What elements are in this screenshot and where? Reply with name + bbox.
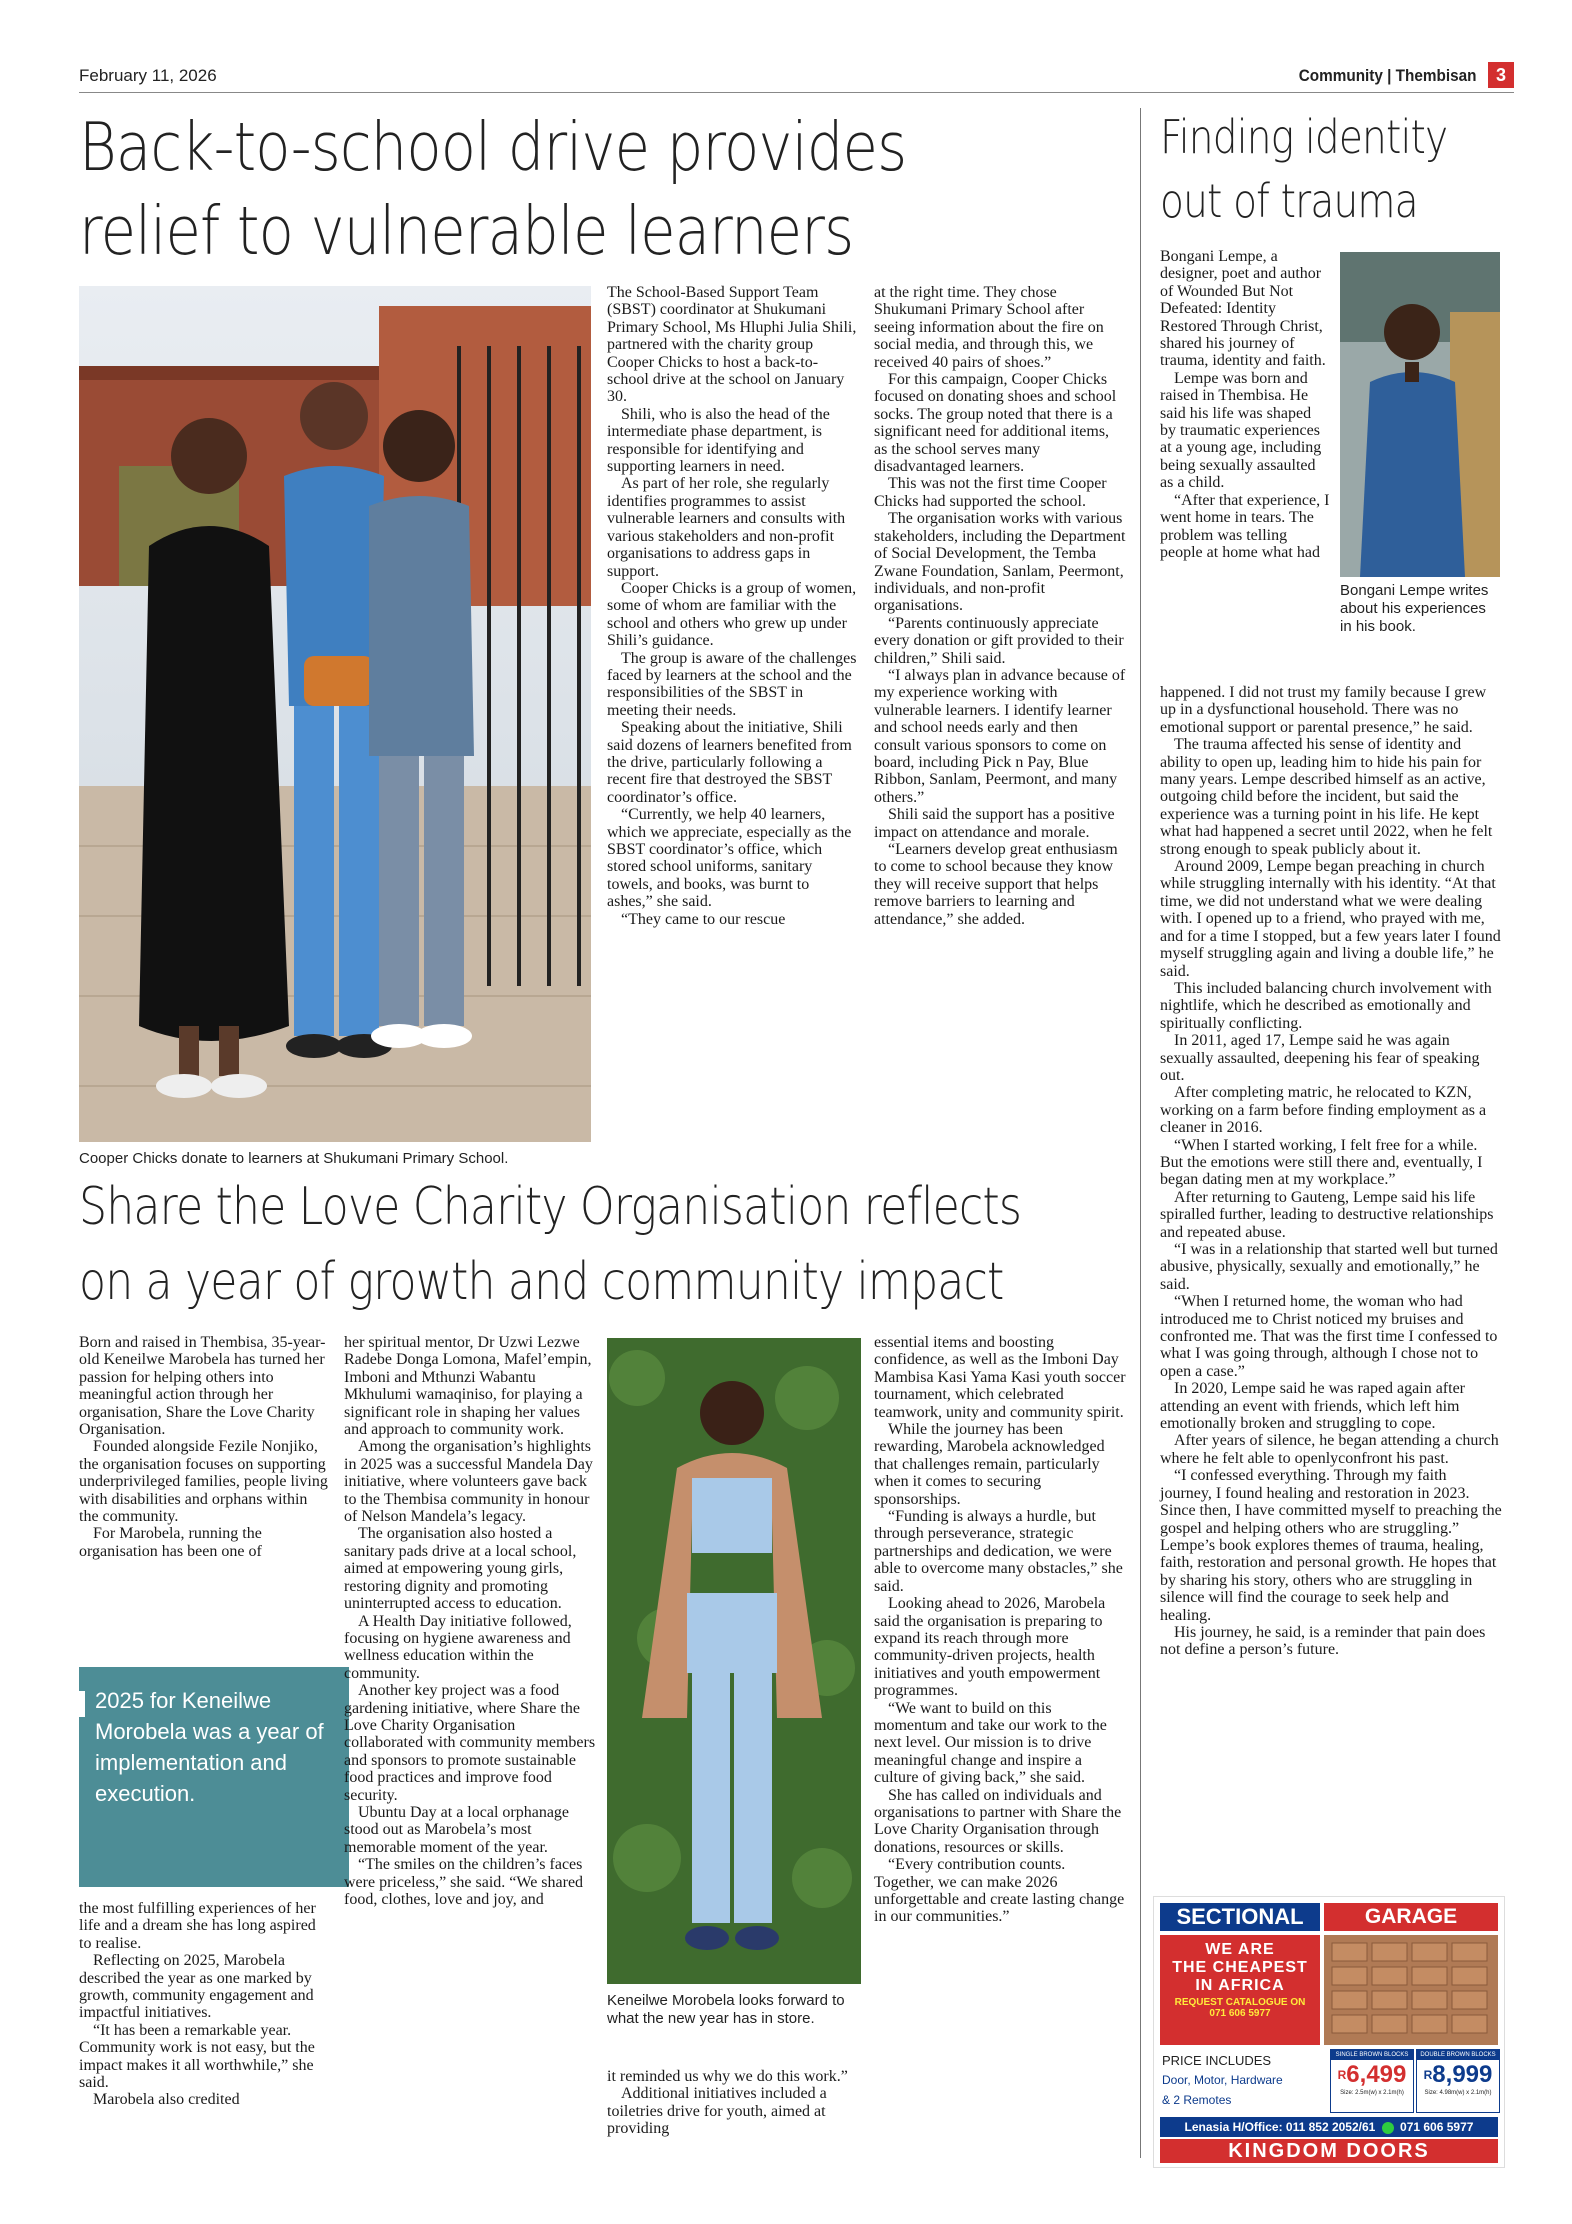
ad-office: Lenasia H/Office: 011 852 2052/61	[1184, 2120, 1376, 2134]
paragraph: In 2020, Lempe said he was raped again after attending an event with friends, which left him emotionally broken and struggling to cope.	[1160, 1380, 1465, 1433]
ad-cheapest: THE CHEAPEST	[1172, 1959, 1308, 1976]
paragraph: “Currently, we help 40 learners, which we appreciate, especially as the SBST coordinator’s office, which stored school uniforms, sanitary towels, and books, was burnt to ashes,” she said.	[607, 806, 852, 911]
ad-double-size: Size: 4.98m(w) x 2.1m(h)	[1424, 2090, 1492, 2096]
ad-includes-line2: & 2 Remotes	[1162, 2093, 1232, 2107]
paragraph: The trauma affected his sense of identity and ability to open up, leading him to hide his pain for many years. Lempe described himself as an active, outgoing child before the incident, but said the experience was a turning point in his life. He kept what had happened a secret until 2022, when he felt strong enough to speak publicly about it.	[1160, 736, 1493, 858]
page-number: 3	[1488, 62, 1514, 88]
story2-headline-line1: Share the Love Charity Organisation reflects	[79, 1177, 1022, 1237]
pull-quote-text: 2025 for Keneilwe Morobela was a year of implementation and execution.	[95, 1688, 324, 1806]
story3-wide-column	[1160, 684, 1502, 1659]
paragraph: Among the organisation’s highlights in 2025 was a successful Mandela Day initiative, where volunteers gave back to the Thembisa community in honour of Nelson Mandela’s legacy.	[344, 1438, 593, 1526]
ad-double-label: DOUBLE BROWN BLOCKS	[1417, 2050, 1499, 2060]
paragraph: essential items and boosting confidence, as well as the Imboni Day Mambisa Kasi Yama Kasi youth soccer tournament, which celebrated teamwork, unity and community spirit.	[874, 1334, 1126, 1421]
garage-door-icon	[1324, 1935, 1498, 2045]
story2-column-3-bottom	[607, 2068, 859, 2138]
paragraph: This included balancing church involvement with nightlife, which he described as emotionally and spiritually conflicting.	[1160, 979, 1492, 1032]
ad-double-price: 8,999	[1432, 2061, 1493, 2088]
story2-photo	[607, 1338, 861, 1984]
story3-photo-caption: Bongani Lempe writes about his experiences in his book.	[1340, 582, 1489, 635]
story1-photo-caption: Cooper Chicks donate to learners at Shukumani Primary School.	[79, 1150, 509, 1167]
paragraph: Shili said the support has a positive impact on attendance and morale.	[874, 806, 1115, 841]
paragraph: Founded alongside Fezile Nonjiko, the organisation focuses on supporting underprivileged families, people living with disabilities and orphans within the community.	[79, 1438, 328, 1526]
column-divider	[1140, 108, 1141, 2158]
story1-photo	[79, 286, 591, 1142]
paragraph: After completing matric, he relocated to KZN, working on a farm before finding employment as a cleaner in 2016.	[1160, 1084, 1487, 1137]
ad-includes-line1: Door, Motor, Hardware	[1162, 2073, 1283, 2087]
paragraph: Ubuntu Day at a local orphanage stood out as Marobela’s most memorable moment of the year.	[344, 1803, 570, 1856]
paragraph: “Every contribution counts. Together, we can make 2026 unforgettable and create lasting change in our communities.”	[874, 1856, 1125, 1926]
ad-double-price-box	[1416, 2049, 1500, 2113]
paragraph: Another key project was a food gardening initiative, where Share the Love Charity Organisation collaborated with community members and sponsors to promote sustainable food practices and improve food security.	[344, 1682, 596, 1804]
paragraph: “Funding is always a hurdle, but through perseverance, strategic partnerships and dedication, we were able to overcome many obstacles,” she said.	[874, 1508, 1123, 1595]
paragraph: His journey, he said, is a reminder that pain does not define a person’s future.	[1160, 1623, 1486, 1659]
paragraph: After years of silence, he began attending a church where he felt able to openlyconfront his past.	[1160, 1432, 1499, 1467]
author-portrait-illustration	[1340, 252, 1500, 577]
ad-cheapest-block	[1160, 1935, 1320, 2045]
paragraph: Looking ahead to 2026, Marobela said the organisation is preparing to expand its reach through more community-driven projects, health initiatives and youth empowerment programmes.	[874, 1595, 1106, 1700]
ad-sectional-label: SECTIONAL	[1160, 1903, 1320, 1931]
paragraph: After returning to Gauteng, Lempe said his life spiralled further, leading to destructive relationships and repeated abuse.	[1160, 1188, 1494, 1241]
paragraph: The School-Based Support Team (SBST) coordinator at Shukumani Primary School, Ms Hluphi Julia Shili, partnered with the charity group Cooper Chicks to host a back-to-school drive at the school on January 30.	[607, 284, 857, 406]
ad-double-price-row	[1417, 2060, 1499, 2090]
paragraph: For this campaign, Cooper Chicks focused on donating shoes and school socks. The group noted that there is a significant need for additional items, as the school serves many disadvantaged learners.	[874, 371, 1117, 476]
paragraph: “I was in a relationship that started well but turned abusive, physically, sexually and emotionally,” he said.	[1160, 1241, 1498, 1293]
ad-brand: KINGDOM DOORS	[1160, 2139, 1498, 2163]
paragraph: While the journey has been rewarding, Marobela acknowledged that challenges remain, particularly when it comes to securing sponsorships.	[874, 1421, 1105, 1508]
paragraph: Born and raised in Thembisa, 35-year-old Keneilwe Marobela has turned her passion for helping others into meaningful action through her organisation, Share the Love Charity Organisation.	[79, 1334, 326, 1439]
story2-headline-line2: on a year of growth and community impact	[79, 1252, 1004, 1312]
paragraph: “The smiles on the children’s faces were priceless,” she said. “We shared food, clothes, love and joy, and	[344, 1856, 584, 1908]
story3-photo	[1340, 252, 1500, 577]
story2-photo-caption: Keneilwe Morobela looks forward to what the new year has in store.	[607, 1992, 845, 2027]
paragraph: Lempe was born and raised in Thembisa. He said his life was shaped by traumatic experiences at a young age, including being sexually assaulted as a child.	[1160, 369, 1322, 492]
story2-column-1-bottom	[79, 1900, 329, 2109]
paragraph: Shili, who is also the head of the intermediate phase department, is responsible for identifying and supporting learners in need.	[607, 405, 830, 476]
portrait-illustration	[607, 1338, 861, 1984]
paragraph: In 2011, aged 17, Lempe said he was again sexually assaulted, deepening his fear of speaking out.	[1160, 1032, 1480, 1084]
story2-headline	[79, 1170, 1150, 1320]
story3-narrow-column	[1160, 248, 1330, 561]
ad-garage-doors-label: GARAGE	[1324, 1903, 1498, 1931]
door-panels-graphic	[1324, 1935, 1498, 2045]
paragraph: The organisation works with various stakeholders, including the Department of Social Development, the Temba Zwane Foundation, Sanlam, Peermont, individuals, and non-profit organisations.	[874, 510, 1126, 615]
paragraph: it reminded us why we do this work.”	[607, 2068, 848, 2085]
story2-column-2	[344, 1334, 596, 1908]
paragraph: happened. I did not trust my family because I grew up in a dysfunctional household. There was no emotional support or parental presence,” he said.	[1160, 684, 1487, 736]
paragraph: “After that experience, I went home in tears. The problem was telling people at home what had	[1160, 491, 1330, 561]
paragraph: Additional initiatives included a toiletries drive for youth, aimed at providing	[607, 2085, 827, 2138]
paragraph: “I confessed everything. Through my faith journey, I found healing and restoration in 2023. Since then, I have committed myself to preaching the gospel and helping others who are struggling.” Lempe’s book explores themes of trauma, healing, faith, restoration and personal growth. He hopes that by sharing his story, others who are struggling in silence will find the courage to seek help and healing.	[1160, 1467, 1502, 1624]
paragraph: “When I returned home, the woman who had introduced me to Christ noticed my bruises and confronted me. That was the first time I confessed to what I was going through, although I chose not to open a case.”	[1160, 1293, 1498, 1380]
story3-headline	[1160, 105, 1500, 233]
story2-column-4	[874, 1334, 1126, 1926]
paragraph: This was not the first time Cooper Chicks had supported the school.	[874, 475, 1107, 510]
paragraph: Around 2009, Lempe began preaching in church while struggling internally with his identity. “At that time, we did not understand what we were dealing with. I opened up to a friend, who prayed with me, and for a time I stopped, but a few years later I found myself struggling again and living a double life,” he said.	[1160, 858, 1501, 980]
paragraph: She has called on individuals and organisations to partner with Share the Love Charity Organisation through donations, resources or skills.	[874, 1786, 1122, 1856]
paragraph: “Parents continuously appreciate every donation or gift provided to their children,” Shili said.	[874, 614, 1124, 667]
paragraph: Marobela also credited	[93, 2091, 240, 2109]
ad-single-price-box	[1330, 2049, 1414, 2113]
ad-whatsapp: 071 606 5977	[1400, 2120, 1474, 2134]
paragraph: “We want to build on this momentum and take our work to the next level. Our mission is to drive meaningful change and inspire a culture of giving back,” she said.	[874, 1699, 1107, 1787]
story1-headline	[79, 105, 982, 273]
ad-currency: R	[1423, 2068, 1433, 2082]
ad-catalogue-phone: 071 606 5977	[1209, 2008, 1271, 2019]
paragraph: A Health Day initiative followed, focusing on hygiene awareness and wellness education within the community.	[344, 1612, 572, 1682]
garage-doors-advert[interactable]	[1153, 1896, 1505, 2168]
paragraph: Bongani Lempe, a designer, poet and author of Wounded But Not Defeated: Identity Restored Through Christ, shared his journey of trauma, identity and faith.	[1160, 248, 1326, 370]
paragraph: Speaking about the initiative, Shili said dozens of learners benefited from the drive, particularly following a recent fire that destroyed the SBST coordinator’s office.	[607, 719, 852, 806]
paragraph: As part of her role, she regularly identifies programmes to assist vulnerable learners and consults with various stakeholders and non-profit organisations to address gaps in support.	[607, 475, 846, 580]
story3-headline-line1: Finding identity	[1160, 110, 1448, 164]
whatsapp-icon	[1382, 2122, 1394, 2134]
paragraph: For Marobela, running the organisation has been one of	[79, 1525, 262, 1560]
ad-we-are: WE ARE	[1205, 1941, 1275, 1958]
story1-headline-line2: relief to vulnerable learners	[79, 192, 854, 270]
paragraph: at the right time. They chose Shukumani Primary School after seeing information about the fire on social media, and through this, we received 40 pairs of shoes.”	[874, 284, 1104, 371]
header-rule	[79, 92, 1514, 93]
ad-single-price: 6,499	[1346, 2061, 1407, 2088]
paragraph: The organisation also hosted a sanitary pads drive at a local school, aimed at empowering young girls, restoring dignity and promoting uninterrupted access to education.	[344, 1525, 577, 1613]
paragraph: “It has been a remarkable year. Community work is not easy, but the impact makes it all worthwhile,” she said.	[79, 2021, 315, 2092]
ad-catalogue: REQUEST CATALOGUE ON	[1174, 1997, 1306, 2008]
ad-in-africa: IN AFRICA	[1195, 1977, 1285, 1994]
pull-quote	[79, 1667, 349, 1887]
ad-currency: R	[1337, 2068, 1347, 2082]
paragraph: Reflecting on 2025, Marobela described the year as one marked by growth, community engagement and impactful initiatives.	[79, 1952, 314, 2022]
group-photo-illustration	[79, 286, 591, 1142]
paragraph: Cooper Chicks is a group of women, some of whom are familiar with the school and others who grew up under Shili’s guidance.	[607, 579, 857, 650]
story1-column-1	[607, 284, 857, 928]
ad-single-label: SINGLE BROWN BLOCKS	[1331, 2050, 1413, 2060]
paragraph: her spiritual mentor, Dr Uzwi Lezwe Radebe Donga Lomona, Mafel’empin, Imboni and Mthunzi Wabantu Mkhulumi wamaqiniso, for playing a significant role in shaping her values and approach to community work.	[344, 1334, 592, 1439]
ad-contact-bar	[1160, 2117, 1498, 2137]
paragraph: the most fulfilling experiences of her life and a dream she has long aspired to realise.	[79, 1900, 316, 1952]
story1-headline-line1: Back-to-school drive provides	[79, 108, 907, 186]
ad-price-includes: PRICE INCLUDES	[1162, 2053, 1272, 2068]
ad-single-size: Size: 2.5m(w) x 2.1m(h)	[1340, 2090, 1404, 2096]
paragraph: “Learners develop great enthusiasm to come to school because they know they will receive support that helps remove barriers to learning and attendance,” she added.	[874, 841, 1118, 928]
story1-column-2	[874, 284, 1126, 928]
issue-date: February 11, 2026	[79, 66, 217, 85]
ad-single-price-row	[1331, 2060, 1413, 2090]
paragraph: “I always plan in advance because of my experience working with vulnerable learners. I identify learner and school needs early and then consult various sponsors to come on board, including Pick n Pay, Blue Ribbon, Sanlam, Peermont, and many others.”	[874, 666, 1126, 806]
section-name: Community | Thembisan	[1298, 66, 1476, 85]
story3-headline-line2: out of trauma	[1160, 174, 1418, 228]
paragraph: The group is aware of the challenges faced by learners at the school and the responsibilities of the SBST in meeting their needs.	[607, 649, 857, 719]
paragraph: “When I started working, I felt free for a while. But the emotions were still there and, eventually, I began dating men at my workplace.”	[1160, 1136, 1483, 1189]
paragraph: “They came to our rescue	[621, 910, 786, 928]
story2-column-1-top	[79, 1334, 329, 1560]
